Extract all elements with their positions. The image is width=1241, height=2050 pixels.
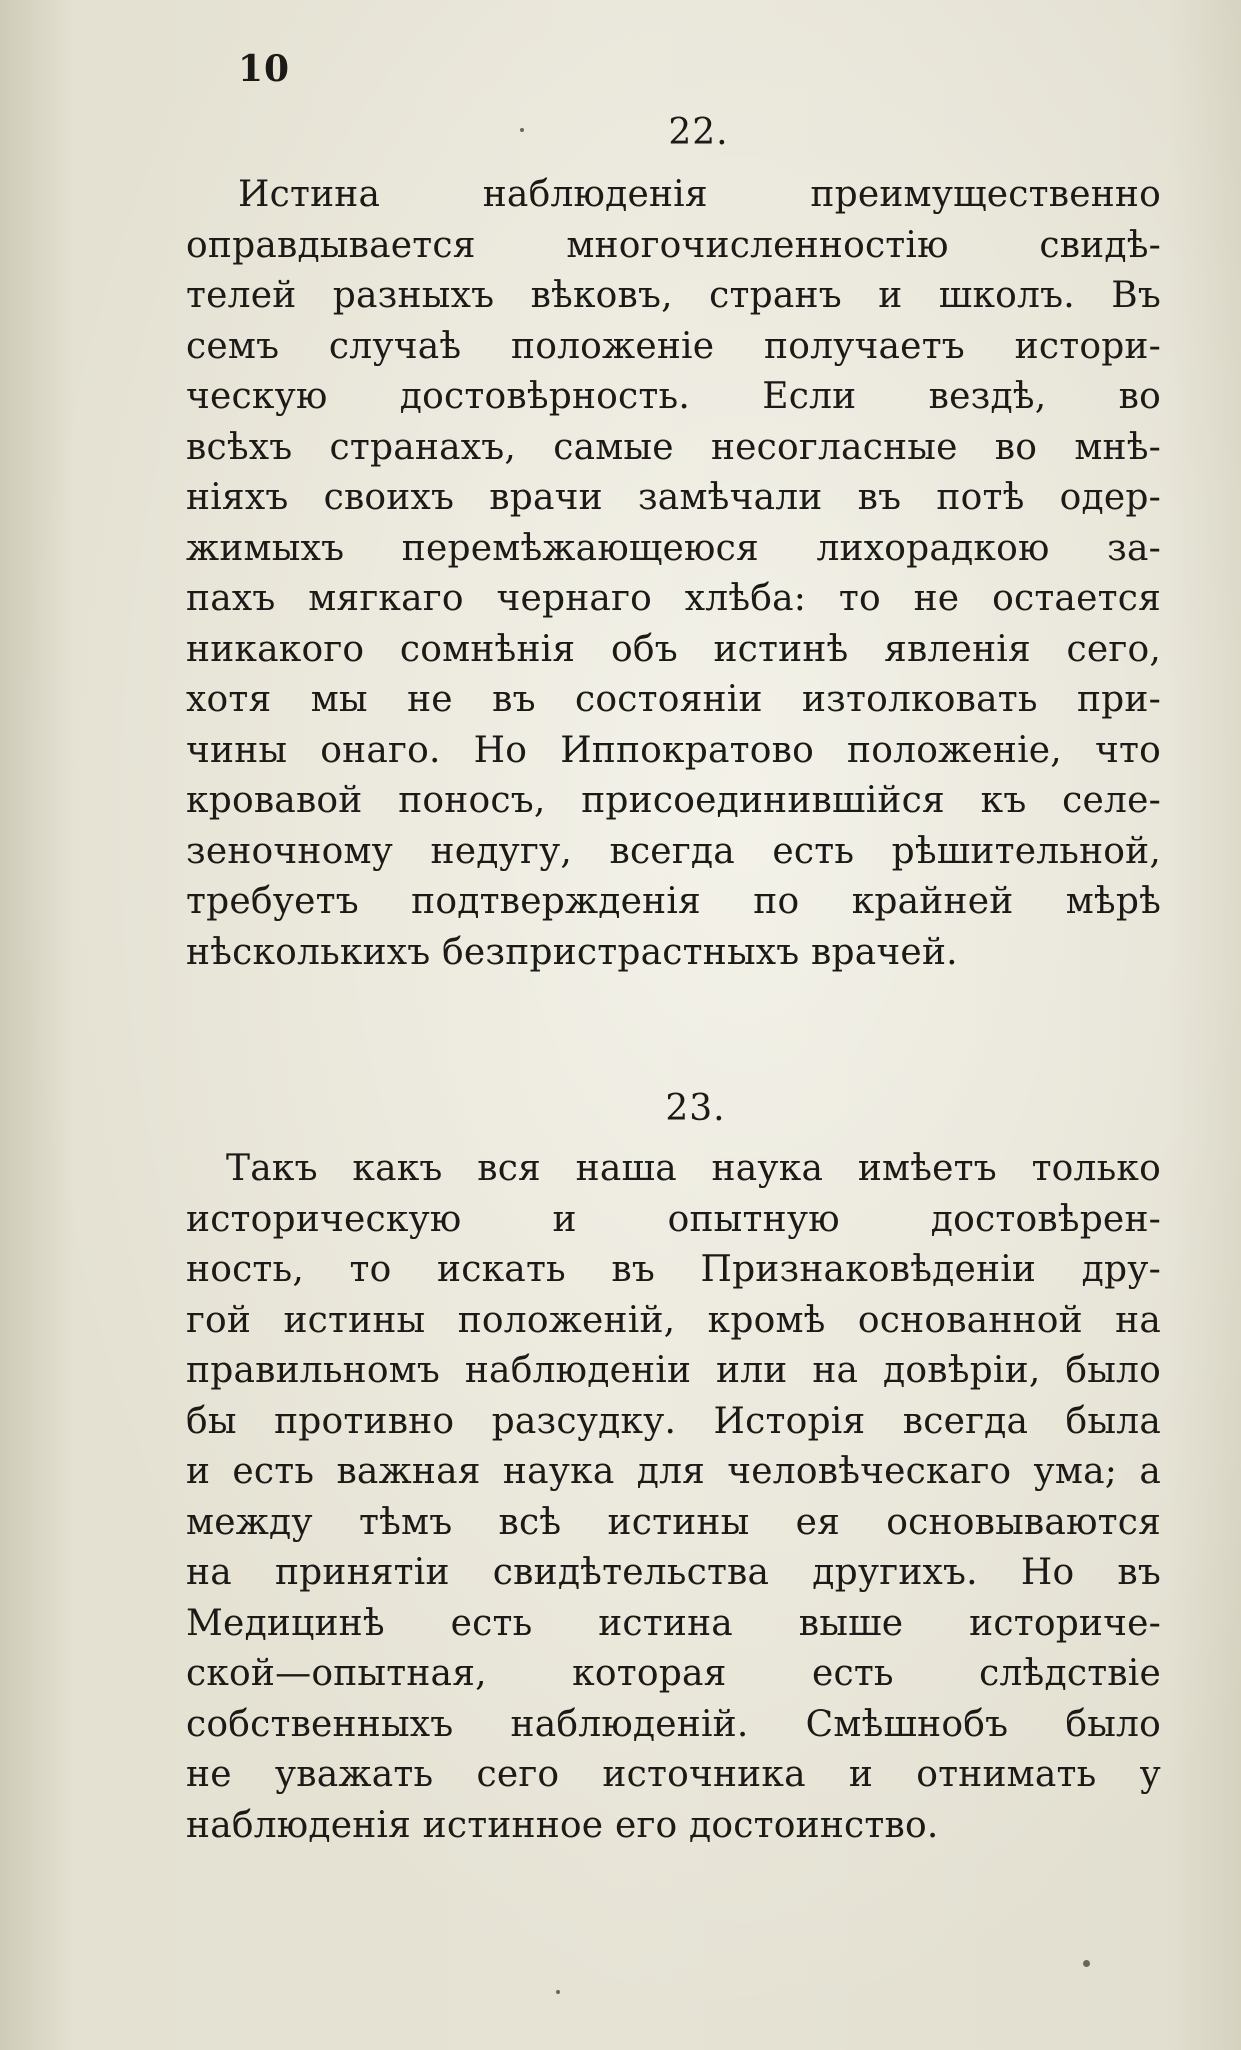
text-line: семъ случаѣ положеніе получаетъ истори- [186,325,1161,367]
text-line: никакого сомнѣнія объ истинѣ явленія сего, [186,628,1161,670]
text-line: ность, то искать въ Признаковѣденіи дру- [186,1249,1161,1290]
text-line: на принятіи свидѣтельства другихъ. Но въ [186,1552,1161,1593]
text-line: жимыхъ перемѣжающеюся лихорадкою за- [186,527,1161,569]
text-line: чины онаго. Но Иппократово положеніе, что [186,729,1161,771]
paragraph-section-23 [186,1144,1161,1851]
section-number-23: 23. [665,1088,726,1129]
page-number: 10 [238,48,291,90]
text-line: собственныхъ наблюденій. Смѣшнобъ было [186,1703,1161,1745]
text-line: наблюденія истинное его достоинство. [186,1804,939,1846]
text-line: хотя мы не въ состояніи изтолковать при- [186,679,1161,720]
ink-speck [1083,1960,1090,1967]
text-line: ческую достовѣрность. Если вездѣ, во [186,376,1161,417]
text-line: ской—опытная, которая есть слѣдствіе [186,1653,1161,1694]
text-line: Истина наблюденія преимущественно [238,174,1161,215]
text-line: историческую и опытную достовѣрен- [186,1198,1161,1240]
text-line: оправдывается многочисленностію свидѣ- [186,224,1161,266]
text-line: требуетъ подтвержденія по крайней мѣрѣ [186,881,1161,922]
ink-speck [556,1990,560,1994]
text-line: не уважать сего источника и отнимать у [186,1754,1161,1795]
text-line: телей разныхъ вѣковъ, странъ и школъ. Въ [186,275,1161,316]
text-line: нѣсколькихъ безпристрастныхъ врачей. [186,931,958,973]
text-line: ніяхъ своихъ врачи замѣчали въ потѣ одер- [186,477,1161,518]
text-line: Медицинѣ есть истина выше историче- [186,1602,1161,1644]
text-line: правильномъ наблюденіи или на довѣріи, было [186,1350,1161,1391]
text-line: и есть важная наука для человѣческаго ума; а [186,1451,1161,1492]
text-line: зеночному недугу, всегда есть рѣшительной, [186,830,1161,872]
text-line: кровавой поносъ, присоединившійся къ селе- [186,780,1161,821]
ink-speck [520,128,524,132]
text-line: Такъ какъ вся наша наука имѣетъ только [226,1148,1161,1189]
text-line: бы противно разсудку. Исторія всегда была [186,1400,1161,1442]
paragraph-section-22 [186,170,1161,978]
text-line: всѣхъ странахъ, самые несогласные во мнѣ- [186,426,1161,468]
section-number-22: 22. [668,112,729,153]
text-line: пахъ мягкаго чернаго хлѣба: то не остается [186,578,1161,619]
text-line: гой истины положеній, кромѣ основанной на [186,1299,1161,1341]
text-line: между тѣмъ всѣ истины ея основываются [186,1501,1161,1543]
